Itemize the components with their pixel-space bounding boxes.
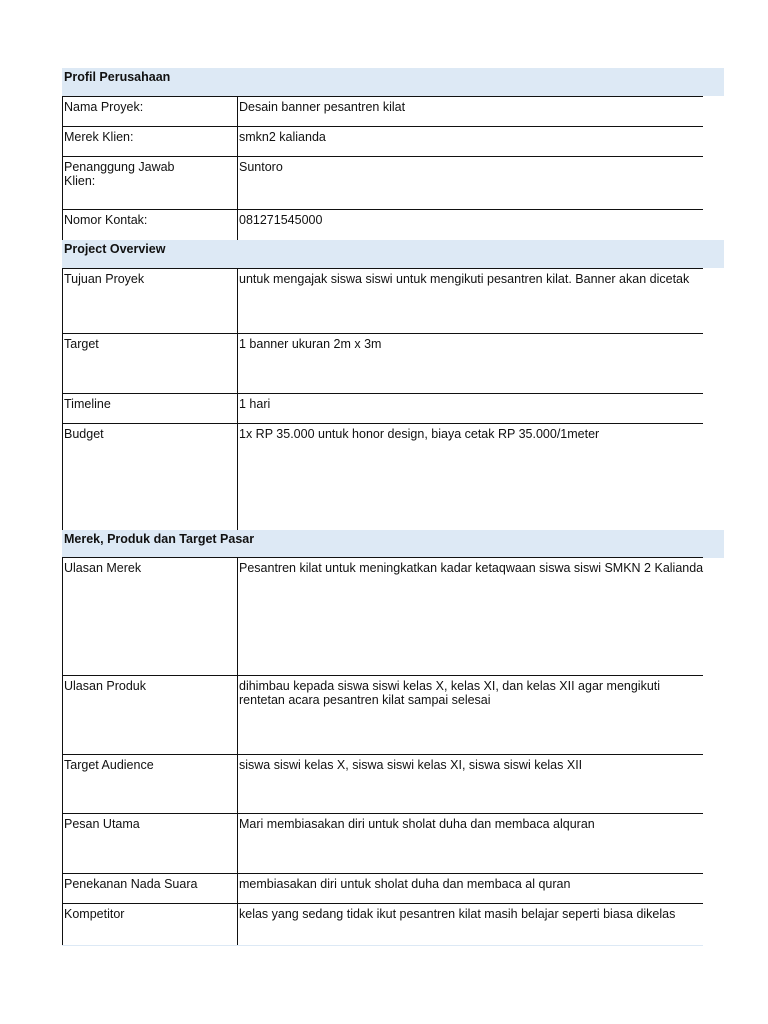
row-value: Mari membiasakan diri untuk sholat duha dan membaca alquran	[239, 817, 595, 831]
table-row	[62, 874, 703, 904]
table-row	[62, 210, 703, 240]
column-divider	[237, 394, 238, 423]
row-value: 081271545000	[239, 213, 323, 227]
column-divider	[237, 269, 238, 333]
table-row	[62, 814, 703, 874]
row-label: Nama Proyek:	[64, 100, 144, 114]
row-value: untuk mengajak siswa siswi untuk mengikuti pesantren kilat. Banner akan dicetak	[239, 272, 690, 286]
column-divider	[237, 814, 238, 873]
row-value: 1 banner ukuran 2m x 3m	[239, 337, 382, 351]
section-title: Project Overview	[64, 242, 166, 256]
section-header-overview	[62, 240, 724, 268]
row-label: Timeline	[64, 397, 111, 411]
section-header-profil	[62, 68, 724, 96]
table-row	[62, 269, 703, 334]
table-row	[62, 157, 703, 210]
row-value: smkn2 kalianda	[239, 130, 326, 144]
column-divider	[237, 97, 238, 126]
section-header-merek	[62, 530, 724, 558]
row-value: 1 hari	[239, 397, 271, 411]
column-divider	[237, 874, 238, 903]
column-divider	[237, 676, 238, 754]
column-divider	[237, 558, 238, 675]
row-label: Nomor Kontak:	[64, 213, 148, 227]
table-row	[62, 904, 703, 946]
column-divider	[237, 334, 238, 393]
table-row	[62, 394, 703, 424]
section-title: Profil Perusahaan	[64, 70, 171, 84]
section-title: Merek, Produk dan Target Pasar	[64, 532, 255, 546]
table-row	[62, 424, 703, 530]
table-bottom-border	[62, 945, 703, 946]
row-value: 1x RP 35.000 untuk honor design, biaya cetak RP 35.000/1meter	[239, 427, 600, 441]
row-label: Target	[64, 337, 99, 351]
row-label: Ulasan Produk	[64, 679, 146, 693]
column-divider	[237, 157, 238, 209]
row-value: kelas yang sedang tidak ikut pesantren kilat masih belajar seperti biasa dikelas	[239, 907, 676, 921]
row-value: dihimbau kepada siswa siswi kelas X, kelas XI, dan kelas XII agar mengikuti rentetan acara pesantren kilat sampai selesai	[239, 679, 664, 707]
row-label: Kompetitor	[64, 907, 125, 921]
column-divider	[237, 424, 238, 530]
column-divider	[237, 755, 238, 813]
row-label: Merek Klien:	[64, 130, 134, 144]
row-label: Tujuan Proyek	[64, 272, 145, 286]
column-divider	[237, 904, 238, 946]
column-divider	[237, 210, 238, 240]
table-row	[62, 334, 703, 394]
table-row	[62, 755, 703, 814]
row-label: Target Audience	[64, 758, 154, 772]
row-label: Pesan Utama	[64, 817, 140, 831]
row-label: Budget	[64, 427, 104, 441]
column-divider	[237, 127, 238, 156]
row-value: membiasakan diri untuk sholat duha dan membaca al quran	[239, 877, 571, 891]
row-value: Pesantren kilat untuk meningkatkan kadar ketaqwaan siswa siswi SMKN 2 Kalianda	[239, 561, 704, 575]
table-row	[62, 676, 703, 755]
table-row	[62, 558, 703, 676]
row-value: siswa siswi kelas X, siswa siswi kelas XI, siswa siswi kelas XII	[239, 758, 583, 772]
row-value: Desain banner pesantren kilat	[239, 100, 406, 114]
table-row	[62, 97, 703, 127]
row-label: Ulasan Merek	[64, 561, 142, 575]
row-label: Penanggung Jawab Klien:	[64, 160, 175, 188]
row-value: Suntoro	[239, 160, 283, 174]
table-row	[62, 127, 703, 157]
row-label: Penekanan Nada Suara	[64, 877, 198, 891]
